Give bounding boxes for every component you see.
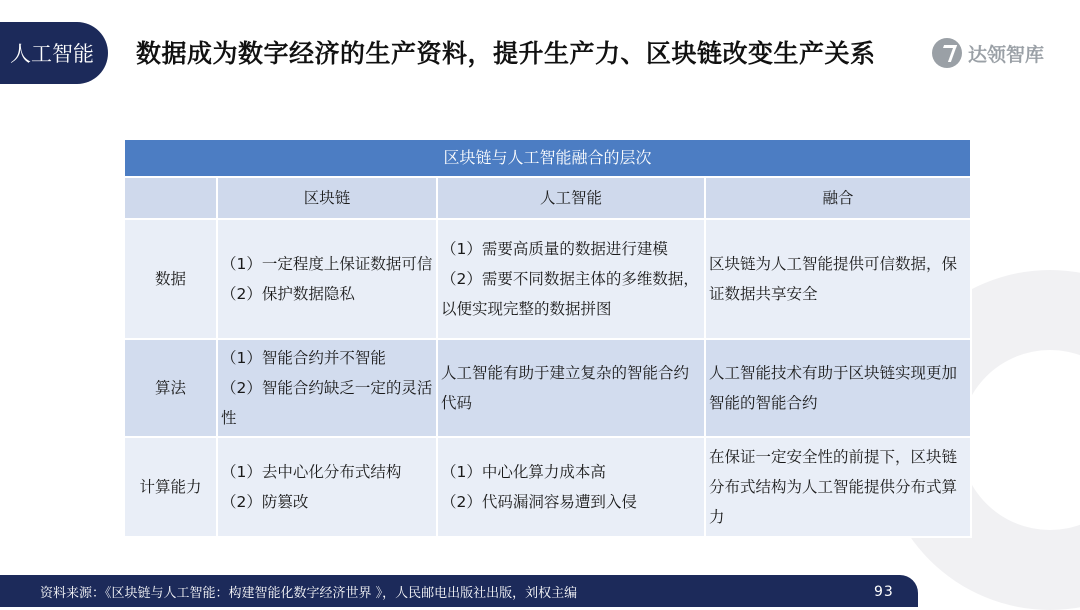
cell-fusion: 区块链为人工智能提供可信数据，保证数据共享安全 bbox=[705, 219, 971, 339]
table-row bbox=[124, 219, 971, 339]
column-header-ai: 人工智能 bbox=[437, 177, 705, 219]
table-row bbox=[124, 437, 971, 537]
section-tag: 人工智能 bbox=[0, 22, 108, 84]
cell-fusion: 在保证一定安全性的前提下，区块链分布式结构为人工智能提供分布式算力 bbox=[705, 437, 971, 537]
source-text: 资料来源：《区块链与人工智能：构建智能化数字经济世界 》，人民邮电出版社出版，刘权主编 bbox=[40, 585, 578, 601]
table-row bbox=[124, 339, 971, 437]
row-label: 数据 bbox=[124, 219, 217, 339]
brand-logo bbox=[932, 38, 1044, 68]
logo-icon bbox=[932, 38, 962, 68]
cell-ai: （1）中心化算力成本高 （2）代码漏洞容易遭到入侵 bbox=[437, 437, 705, 537]
column-header-row bbox=[124, 177, 971, 219]
column-header-fusion: 融合 bbox=[705, 177, 971, 219]
table-title: 区块链与人工智能融合的层次 bbox=[124, 139, 971, 177]
fusion-levels-table bbox=[123, 138, 972, 538]
cell-ai: 人工智能有助于建立复杂的智能合约代码 bbox=[437, 339, 705, 437]
cell-ai: （1）需要高质量的数据进行建模 （2）需要不同数据主体的多维数据，以便实现完整的数据拼图 bbox=[437, 219, 705, 339]
row-label: 算法 bbox=[124, 339, 217, 437]
cell-blockchain: （1）去中心化分布式结构 （2）防篡改 bbox=[217, 437, 437, 537]
cell-blockchain: （1）一定程度上保证数据可信 （2）保护数据隐私 bbox=[217, 219, 437, 339]
page-number: 93 bbox=[874, 584, 894, 600]
column-header-empty bbox=[124, 177, 217, 219]
column-header-blockchain: 区块链 bbox=[217, 177, 437, 219]
cell-fusion: 人工智能技术有助于区块链实现更加智能的智能合约 bbox=[705, 339, 971, 437]
logo-text: 达领智库 bbox=[968, 43, 1045, 66]
row-label: 计算能力 bbox=[124, 437, 217, 537]
cell-blockchain: （1）智能合约并不智能 （2）智能合约缺乏一定的灵活性 bbox=[217, 339, 437, 437]
source-footer bbox=[0, 575, 918, 607]
page-title: 数据成为数字经济的生产资料，提升生产力、区块链改变生产关系 bbox=[136, 39, 876, 68]
